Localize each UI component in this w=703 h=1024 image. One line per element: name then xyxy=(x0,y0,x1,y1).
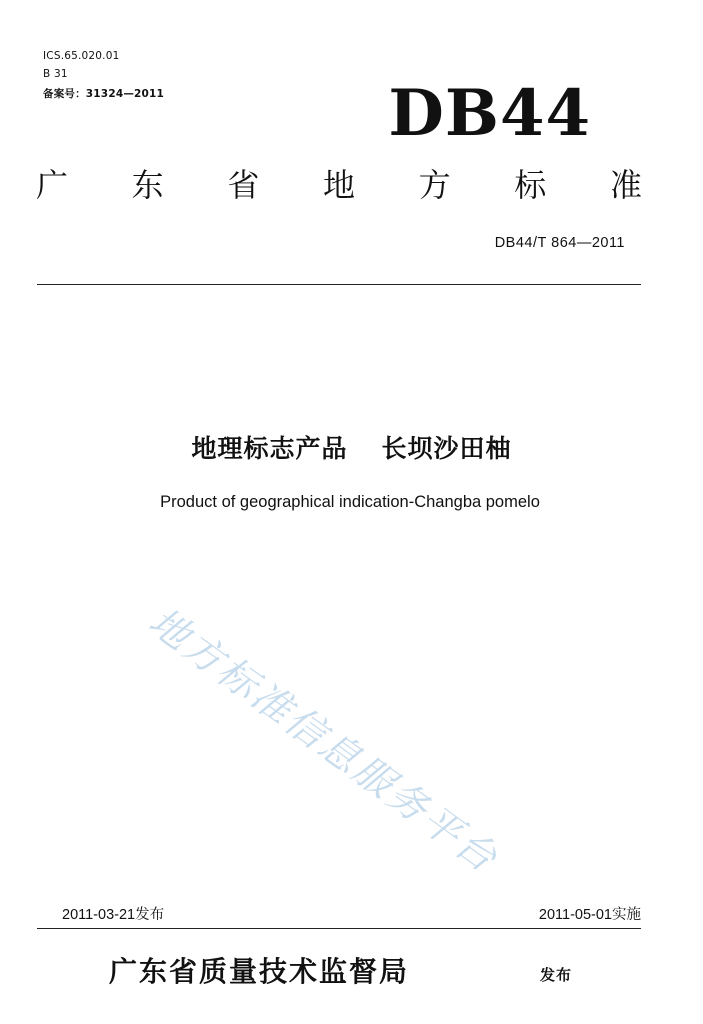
watermark: 地方标准信息服务平台 xyxy=(140,599,507,883)
standard-type-char: 地 xyxy=(322,166,355,204)
standard-type-char: 标 xyxy=(514,166,547,204)
standard-number: DB44/T 864—2011 xyxy=(494,235,625,251)
standard-type-char: 东 xyxy=(131,166,164,204)
chinese-title xyxy=(0,432,703,466)
standard-type-char: 方 xyxy=(418,166,451,204)
chinese-title-part1: 地理标志产品 xyxy=(191,434,348,463)
bottom-divider xyxy=(37,928,641,929)
classification-code: B 31 xyxy=(43,68,68,80)
issue-date: 2011-03-21发布 xyxy=(62,907,165,923)
implementation-date: 2011-05-01实施 xyxy=(538,907,641,923)
db44-logo: DB44 xyxy=(388,76,591,151)
issuing-authority: 广东省质量技术监督局 xyxy=(109,955,410,988)
standard-type-char: 广 xyxy=(36,166,69,204)
record-number: 备案号：31324—2011 xyxy=(43,88,165,100)
standard-type-heading xyxy=(36,165,642,205)
ics-code: ICS.65.020.01 xyxy=(43,50,120,62)
chinese-title-part2: 长坝沙田柚 xyxy=(381,434,512,463)
standard-type-char: 省 xyxy=(227,166,260,204)
top-divider xyxy=(37,284,641,285)
standard-type-char: 准 xyxy=(609,166,642,204)
issuing-label: 发布 xyxy=(540,966,573,984)
english-title: Product of geographical indication-Changba pomelo xyxy=(160,493,540,511)
